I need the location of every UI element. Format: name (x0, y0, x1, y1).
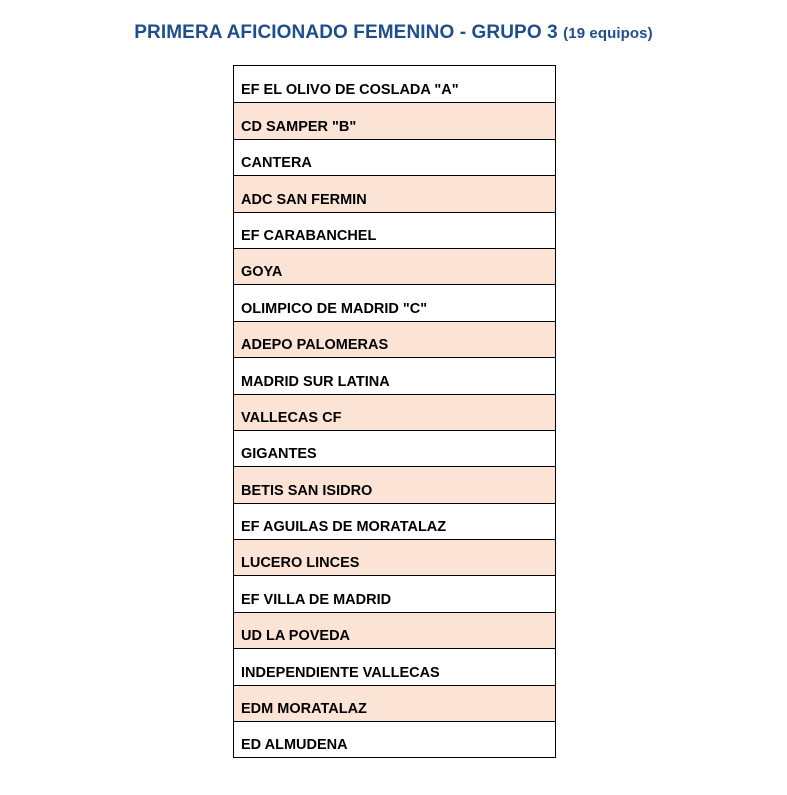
team-row: VALLECAS CF (234, 394, 555, 430)
team-row: EDM MORATALAZ (234, 685, 555, 721)
team-row: ED ALMUDENA (234, 721, 555, 757)
page-title (0, 22, 787, 44)
team-row: UD LA POVEDA (234, 612, 555, 648)
team-row: EF AGUILAS DE MORATALAZ (234, 503, 555, 539)
team-row: EF VILLA DE MADRID (234, 575, 555, 611)
team-row: ADC SAN FERMIN (234, 175, 555, 211)
title-main: PRIMERA AFICIONADO FEMENINO - GRUPO 3 (134, 22, 558, 43)
team-row: EF EL OLIVO DE COSLADA "A" (241, 82, 459, 99)
team-table (233, 65, 556, 758)
team-row: BETIS SAN ISIDRO (234, 466, 555, 502)
title-subtitle: (19 equipos) (563, 25, 653, 42)
team-row: INDEPENDIENTE VALLECAS (234, 648, 555, 684)
team-row: ADEPO PALOMERAS (234, 321, 555, 357)
team-row: LUCERO LINCES (234, 539, 555, 575)
team-row: MADRID SUR LATINA (234, 357, 555, 393)
team-row: OLIMPICO DE MADRID "C" (234, 284, 555, 320)
team-row: CD SAMPER "B" (234, 102, 555, 138)
team-row: GOYA (234, 248, 555, 284)
team-row: CANTERA (234, 139, 555, 175)
team-row: EF CARABANCHEL (234, 212, 555, 248)
team-row: GIGANTES (234, 430, 555, 466)
